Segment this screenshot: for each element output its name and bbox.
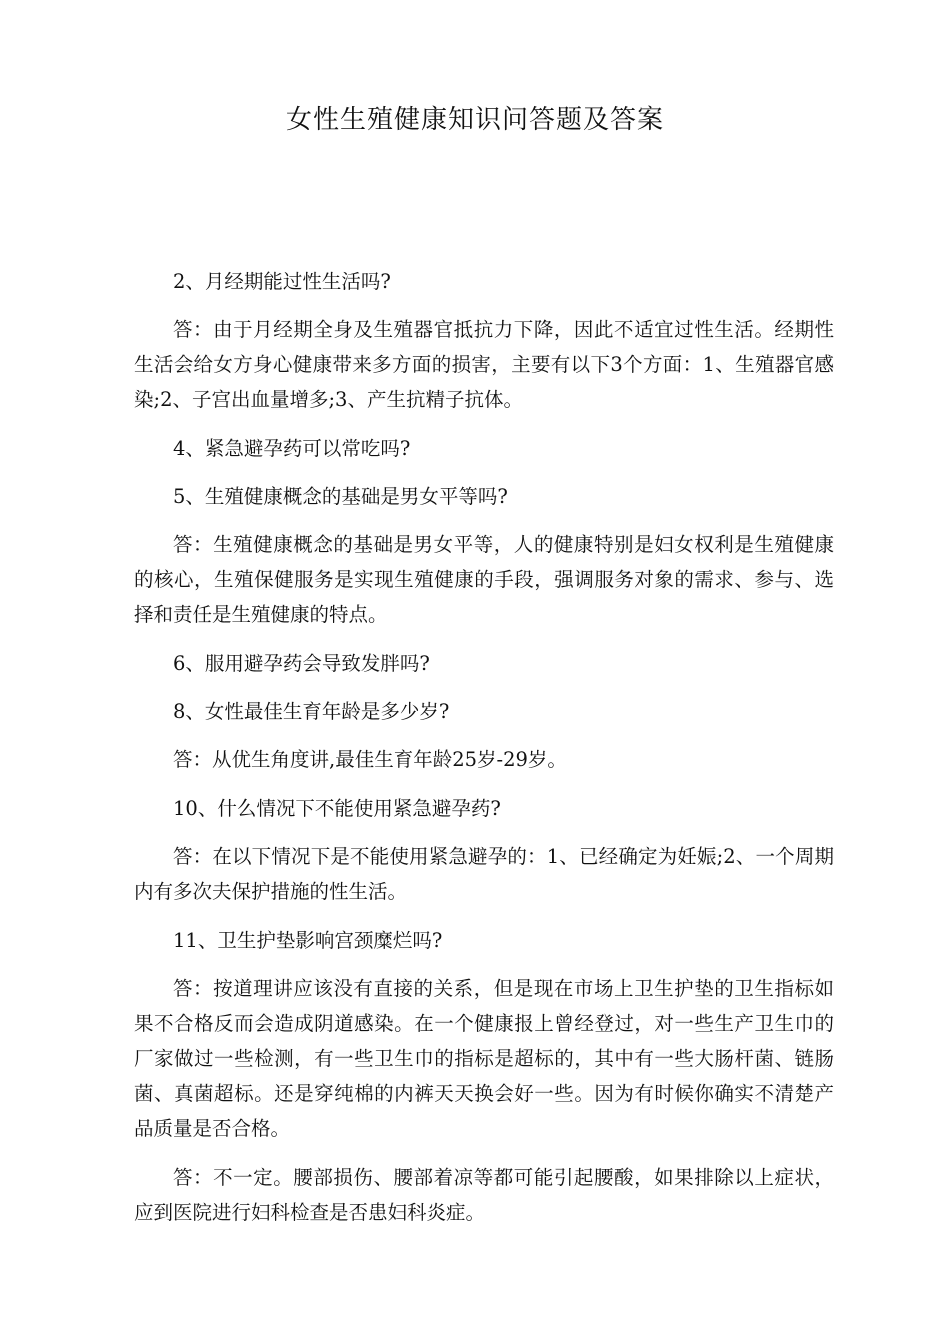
document-title: 女性生殖健康知识问答题及答案	[285, 105, 664, 135]
paragraph-question: 8、女性最佳生育年龄是多少岁?	[173, 700, 450, 723]
paragraph-answer: 答：由于月经期全身及生殖器官抵抗力下降，因此不适宜过性生活。经期性生活会给女方身心健康带来多方面的损害，主要有以下3个方面：1、生殖器官感染;2、子宫出血量增多;3、产生抗精子抗体。	[134, 318, 834, 411]
paragraph-answer: 答：按道理讲应该没有直接的关系，但是现在市场上卫生护垫的卫生指标如果不合格反而会造成阴道感染。在一个健康报上曾经登过，对一些生产卫生巾的厂家做过一些检测，有一些卫生巾的指标是超标的，其中有一些大肠杆菌、链肠菌、真菌超标。还是穿纯棉的内裤天天换会好一些。因为有时候你确实不清楚产品质量是否合格。	[134, 977, 834, 1140]
paragraph-answer: 答：在以下情况下是不能使用紧急避孕的：1、已经确定为妊娠;2、一个周期内有多次夫保护措施的性生活。	[134, 845, 834, 903]
paragraph-question: 2、月经期能过性生活吗?	[173, 270, 391, 293]
document-body	[134, 264, 834, 1244]
paragraph-answer: 答：从优生角度讲,最佳生育年龄25岁-29岁。	[173, 748, 567, 771]
paragraph-question: 11、卫生护垫影响宫颈糜烂吗?	[173, 929, 443, 952]
paragraph-question: 4、紧急避孕药可以常吃吗?	[173, 437, 411, 460]
paragraph-question: 5、生殖健康概念的基础是男女平等吗?	[173, 485, 508, 508]
paragraph-answer: 答：生殖健康概念的基础是男女平等，人的健康特别是妇女权利是生殖健康的核心，生殖保健服务是实现生殖健康的手段，强调服务对象的需求、参与、选择和责任是生殖健康的特点。	[134, 533, 834, 626]
paragraph-question: 6、服用避孕药会导致发胖吗?	[173, 652, 430, 675]
paragraph-question: 10、什么情况下不能使用紧急避孕药?	[173, 797, 501, 820]
paragraph-answer: 答：不一定。腰部损伤、腰部着凉等都可能引起腰酸，如果排除以上症状，应到医院进行妇科检查是否患妇科炎症。	[134, 1166, 834, 1224]
